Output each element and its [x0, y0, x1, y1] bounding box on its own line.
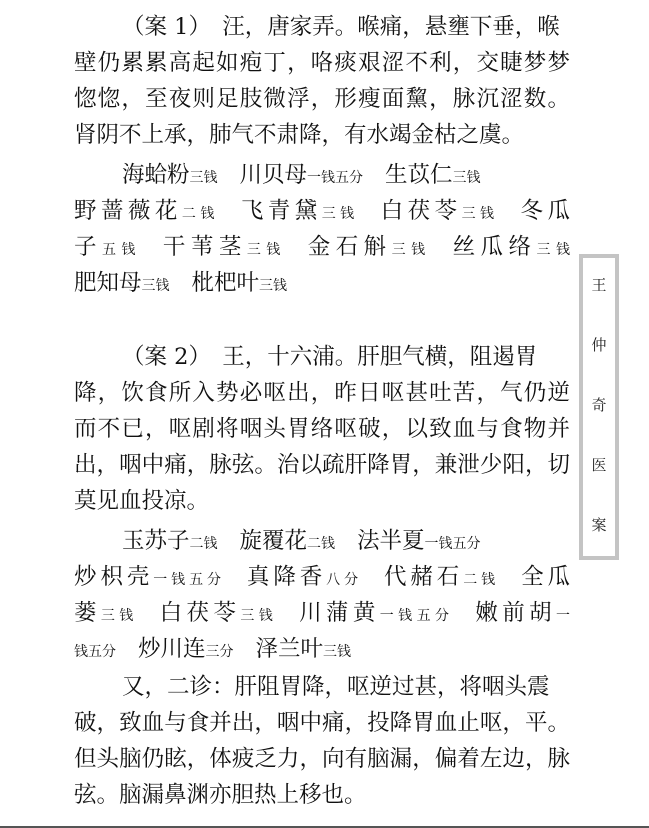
herb-name: 玉苏子 — [122, 528, 190, 554]
herb-dose: 二钱 — [189, 536, 218, 552]
herb-item — [256, 636, 352, 662]
herb-dose: 三钱 — [189, 170, 218, 186]
case2-followup-line-2: 破，致血与食并出，咽中痛，投降胃血止呕，平。 — [74, 710, 570, 736]
herb-name: 飞青黛 — [240, 198, 322, 224]
herb-dose: 三钱 — [321, 206, 359, 222]
herb-item — [521, 564, 570, 590]
herb-item — [74, 234, 141, 260]
herb-name: 代赭石 — [383, 564, 464, 590]
herb-dose: 一钱五分 — [379, 608, 454, 624]
herb-item — [240, 528, 336, 554]
herb-name: 嫩前胡 — [475, 600, 557, 626]
case1-line-1: （案 1） 汪，唐家弄。喉痛，悬壅下垂，喉 — [122, 14, 560, 40]
herb-name: 干苇茎 — [162, 234, 247, 260]
case2-followup-line-4: 弦。脑漏鼻渊亦胆热上移也。 — [74, 782, 367, 808]
herb-dose: 三钱 — [536, 242, 570, 258]
case2-herb-line-2 — [74, 560, 570, 594]
herb-name: 肥知母 — [74, 270, 142, 296]
herb-name: 野蔷薇花 — [74, 198, 182, 224]
herb-item — [299, 600, 453, 626]
case2-followup-line-3: 但头脑仍眩，体疲乏力，向有脑漏，偏着左边，脉 — [74, 746, 570, 772]
herb-dose: 三钱 — [141, 278, 170, 294]
herb-name: 旋覆花 — [239, 528, 308, 554]
herb-item — [384, 564, 499, 590]
herb-item — [357, 528, 481, 554]
herb-name: 泽兰叶 — [255, 636, 324, 662]
herb-name: 蒌 — [74, 600, 101, 626]
herb-dose: 三分 — [205, 644, 234, 660]
case1-herb-line-4 — [74, 266, 570, 300]
herb-name: 子 — [74, 234, 102, 260]
herb-name: 丝瓜络 — [452, 234, 537, 260]
herb-item — [122, 528, 218, 554]
case2-line-2: 降，饮食所入势必呕出，昨日呕甚吐苦，气仍逆 — [74, 380, 570, 406]
herb-dose: 一钱五分 — [153, 572, 225, 588]
case1-line-3: 惚惚，至夜则足肢微浮，形瘦面黧，脉沉涩数。 — [74, 86, 570, 112]
case1-line-2: 壁仍累累高起如疱丁，咯痰艰涩不利，交睫梦梦 — [74, 50, 570, 76]
herb-item — [74, 636, 116, 662]
side-tab-char: 案 — [591, 516, 607, 534]
herb-item — [240, 162, 364, 188]
herb-dose: 三钱 — [259, 278, 288, 294]
herb-name: 全瓜 — [521, 564, 570, 590]
herb-name: 冬瓜 — [520, 198, 570, 224]
case2-line-3: 而不已，呕剧将咽头胃络呕破，以致血与食物并 — [74, 416, 570, 442]
herb-item — [192, 270, 288, 296]
herb-item — [122, 162, 218, 188]
case1-herb-line-2 — [74, 194, 570, 228]
herb-dose: 三钱 — [452, 170, 481, 186]
herb-name: 川蒲黄 — [299, 600, 380, 626]
side-tab-char: 奇 — [591, 396, 607, 414]
herb-name: 炒川连 — [138, 636, 206, 662]
side-tab-char: 仲 — [591, 336, 607, 354]
herb-item — [475, 600, 570, 626]
herb-name: 海蛤粉 — [122, 162, 190, 188]
herb-name: 金石斛 — [307, 234, 392, 260]
herb-item — [160, 600, 277, 626]
herb-item — [138, 636, 234, 662]
case2-herb-line-4 — [74, 632, 570, 666]
case2-line-5: 莫见血投凉。 — [74, 488, 210, 514]
herb-name: 生苡仁 — [385, 162, 453, 188]
herb-dose: 八分 — [326, 572, 362, 588]
herb-dose: 二钱 — [181, 206, 219, 222]
side-tab — [579, 254, 619, 560]
herb-dose: 二钱 — [307, 536, 336, 552]
herb-item — [74, 198, 219, 224]
herb-dose: 三钱 — [240, 608, 278, 624]
herb-dose: 三钱 — [100, 608, 138, 624]
herb-dose: 一钱五分 — [307, 170, 364, 186]
herb-dose: 二钱 — [463, 572, 500, 588]
herb-name: 白茯苓 — [159, 600, 241, 626]
herb-item — [241, 198, 359, 224]
case1-herb-line-3 — [74, 230, 570, 264]
herb-name: 白茯苓 — [380, 198, 462, 224]
herb-name: 法半夏 — [357, 528, 425, 554]
herb-dose: 钱五分 — [74, 644, 116, 660]
herb-item — [74, 600, 138, 626]
case1-line-4: 肾阴不上承，肺气不肃降，有水竭金枯之虞。 — [74, 122, 525, 148]
side-tab-char: 医 — [591, 456, 607, 474]
herb-item — [74, 270, 170, 296]
case2-followup-line-1: 又，二诊：肝阻胃降，呕逆过甚，将咽头震 — [122, 674, 550, 700]
herb-item — [453, 234, 570, 260]
herb-item — [74, 564, 225, 590]
herb-dose: 三钱 — [461, 206, 499, 222]
herb-item — [385, 162, 481, 188]
herb-dose: 一 — [556, 608, 570, 624]
herb-name: 川贝母 — [239, 162, 308, 188]
herb-item — [521, 198, 570, 224]
herb-name: 炒枳壳 — [74, 564, 154, 590]
case2-herb-line-1 — [74, 524, 570, 558]
case1-herb-line-1 — [74, 158, 570, 192]
case2-line-1: （案 2） 王，十六浦。肝胆气横，阻遏胃 — [122, 344, 538, 370]
herb-dose: 三钱 — [323, 644, 352, 660]
herb-item — [381, 198, 499, 224]
herb-dose: 一钱五分 — [424, 536, 481, 552]
herb-item — [247, 564, 362, 590]
side-tab-char: 王 — [591, 276, 607, 294]
herb-dose: 三钱 — [246, 242, 286, 258]
herb-dose: 五钱 — [101, 242, 141, 258]
herb-name: 真降香 — [246, 564, 327, 590]
herb-item — [163, 234, 286, 260]
herb-dose: 三钱 — [391, 242, 431, 258]
case2-herb-line-3 — [74, 596, 570, 630]
herb-item — [308, 234, 431, 260]
case2-line-4: 出，咽中痛，脉弦。治以疏肝降胃，兼泄少阳，切 — [74, 452, 570, 478]
herb-name: 枇杷叶 — [191, 270, 260, 296]
